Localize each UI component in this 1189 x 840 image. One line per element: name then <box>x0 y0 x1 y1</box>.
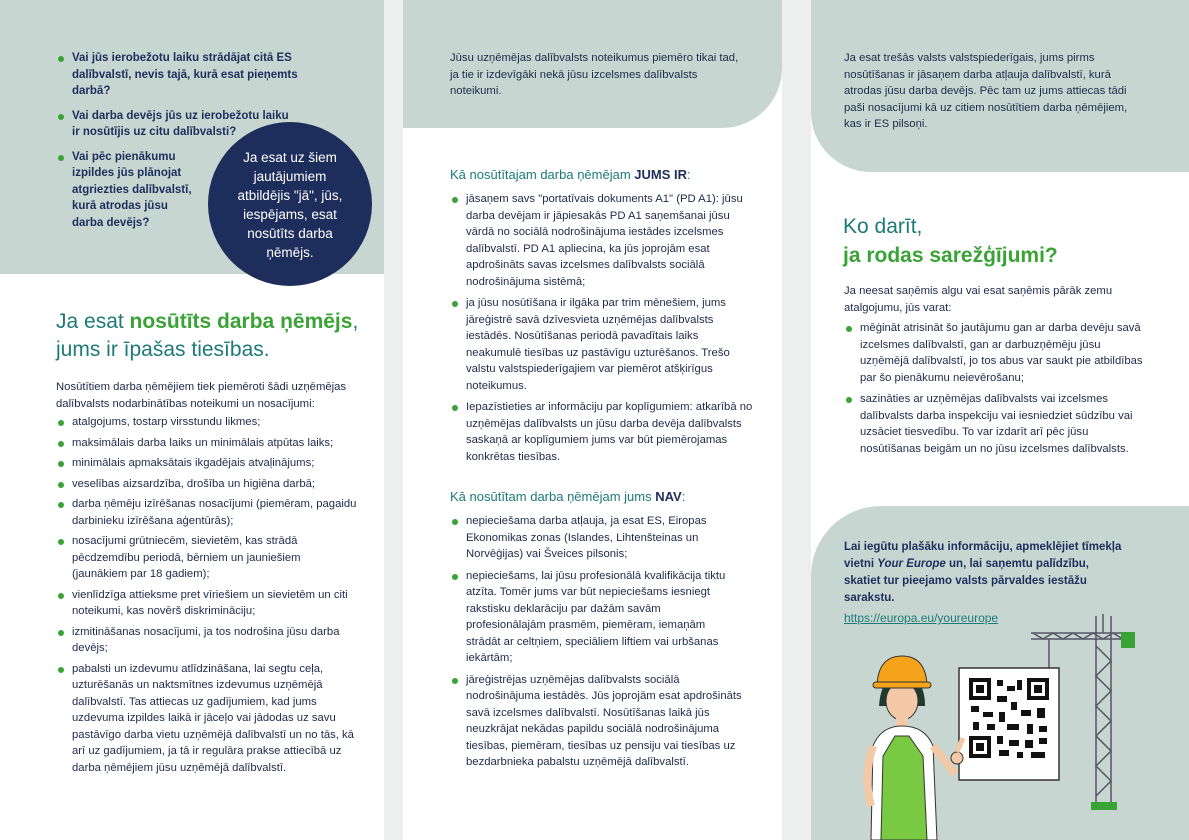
question-item: Vai jūs ierobežotu laiku strādājat citā ES dalībvalstī, nevis tajā, kurā esat pieņemts darbā? <box>56 50 306 100</box>
circle-text: Ja esat uz šiem jautājumiem atbildējis "jā", jūs, iespējams, esat nosūtīts darba ņēmējs. <box>237 150 343 260</box>
rights-item: darba ņēmēju izīrēšanas nosacījumi (piemēram, pagaidu darbinieku izīrēšana aģentūrās); <box>56 496 358 529</box>
not-item: nepieciešama darba atļauja, ja esat ES, Eiropas Ekonomikas zonas (Islandes, Lihtenšteinas un Norvēģijas) vai Šveices pilsonis; <box>450 513 742 563</box>
not-item: nepieciešams, lai jūsu profesionālā kvalifikācija tiktu atzīta. Tomēr jums var būt nepieciešams iesniegt rakstisku deklarāciju par dažām savām profesionālajām prasmēm, piemēram, iemaņām strādāt ar celtņiem, speciāliem liftiem vai urbšanas iekārtām; <box>450 568 742 667</box>
not-list <box>450 513 742 771</box>
panel3-heading: Ko darīt, ja rodas sarežģījumi? <box>843 215 1058 267</box>
rights-item: atalgojums, tostarp virsstundu likmes; <box>56 414 358 431</box>
rights-item: vienlīdzīga attieksme pret vīriešiem un sievietēm un citi noteikumi, kas novērš diskrimināciju; <box>56 587 358 620</box>
panel2-heading-not: Kā nosūtītam darba ņēmējam jums NAV: <box>450 489 686 504</box>
panel-middle <box>403 0 782 840</box>
panel3-top-text: Ja esat trešās valsts valstspiederīgais, jums pirms nosūtīšanas ir jāsaņem darba atļauja dalībvalstī, kurā atrodas jūsu darba devējs. Pēc tam uz jums attiecas tādi paši nosacījumi kā uz citiem nosūtītiem darba ņēmējiem, kas ir ES pilsoņi. <box>844 52 1128 130</box>
panel1-heading: Ja esat nosūtīts darba ņēmējs, jums ir īpašas tiesības. <box>56 310 359 361</box>
rights-list <box>56 414 358 776</box>
panel2-top-text: Jūsu uzņēmējas dalībvalsts noteikumus piemēro tikai tad, ja tie ir izdevīgāki nekā jūsu izcelsmes dalībvalsts noteikumi. <box>450 52 739 97</box>
rights-item: izmitināšanas nosacījumi, ja tos nodrošina jūsu darba devējs; <box>56 624 358 657</box>
panel-right <box>811 0 1189 840</box>
panel3-intro: Ja neesat saņēmis algu vai esat saņēmis pārāk zemu atalgojumu, jūs varat: <box>844 285 1113 314</box>
rights-item: pabalsti un izdevumu atlīdzināšana, lai segtu ceļa, uzturēšanās un naktsmītnes izdevumus uzņēmējā dalībvalstī. Tas attiecas uz gadījumiem, kad jums uzdevuma izpildes laikā ir jāceļo vai jādodas uz savu pastāvīgo darba vietu uzņēmējā dalībvalstī un no tās, kā arī uz gadījumiem, ja tā ir regulāra prakse attiecībā uz darba ņēmējiem jūsu uzņēmējā dalībvalstī. <box>56 661 358 777</box>
rights-item: veselības aizsardzība, drošība un higiēna darbā; <box>56 476 358 493</box>
question-item: Vai pēc pienākumu izpildes jūs plānojat atgriezties dalībvalstī, kurā atrodas jūsu darba devējs? <box>56 149 202 232</box>
not-item: jāreģistrējas uzņēmējas dalībvalsts sociālā nodrošinājuma iestādēs. Jūs joprojām esat apdrošināts savā izcelsmes dalībvalstī. Nosūtīšanas laikā jūs neuzkrājat nekādas papildu sociālā nodrošinājuma tiesības, piemēram, tiesības uz pensiju vai tiesības uz bezdarbnieka pabalstu uzņēmējā dalībvalstī. <box>450 672 742 771</box>
have-item: ja jūsu nosūtīšana ir ilgāka par trim mēnešiem, jums jāreģistrē savā dzīvesvieta uzņēmējas dalībvalsts iestādēs. Nosūtīšanas periodā pavadītais laiks neakumulē tiesības uz pastāvīgu uzturēšanos. Trešo valstu valstspiederīgajiem var piemērot atšķirīgus noteikumus. <box>450 295 753 394</box>
panel2-heading-have: Kā nosūtītajam darba ņēmējam JUMS IR: <box>450 167 691 182</box>
have-item: Iepazīstieties ar informāciju par koplīgumiem: atkarībā no uzņēmējas dalībvalsts un jūsu darba devēja dalībvalsts saskaņā ar koplīgumiem jums var būt piemērojamas konkrētas tiesības. <box>450 399 753 465</box>
youreurope-link[interactable]: https://europa.eu/youreurope <box>844 611 999 625</box>
actions-list <box>844 320 1144 457</box>
worker-qr-illustration <box>851 606 1151 840</box>
panel-left <box>0 0 384 840</box>
rights-item: nosacījumi grūtniecēm, sievietēm, kas strādā pēcdzemdību periodā, bērniem un jauniešiem (jaunākiem par 18 gadiem); <box>56 533 358 583</box>
action-item: mēģināt atrisināt šo jautājumu gan ar darba devēju savā izcelsmes dalībvalstī, gan ar darbuzņēmēju jūsu uzņēmējā dalībvalstī, jo tos abus var saukt pie atbildības par šo pienākumu neievērošanu; <box>844 320 1144 386</box>
action-item: sazināties ar uzņēmējas dalībvalsts vai izcelsmes dalībvalsts darba inspekciju vai iesniedziet sūdzību vai uzsāciet tiesvedību. To var izdarīt arī pēc jūsu nosūtīšanas beigām un no jūsu izcelsmes dalībvalsts. <box>844 391 1144 457</box>
rights-item: maksimālais darba laiks un minimālais atpūtas laiks; <box>56 435 358 452</box>
question-item: Vai darba devējs jūs uz ierobežotu laiku ir nosūtījis uz citu dalībvalsti? <box>56 108 294 141</box>
panel1-intro: Nosūtītiem darba ņēmējiem tiek piemēroti šādi uzņēmējas dalībvalsts nodarbinātības noteikumi un nosacījumi: <box>56 381 347 410</box>
crane-counterweight <box>1121 632 1135 648</box>
have-item: jāsaņem savs "portatīvais dokuments A1" (PD A1): jūsu darba devējam ir jāpiesakās PD A1 saņemšanai jūsu vārdā no sociālā nodrošinājuma iestādes izcelsmes dalībvalstī. PD A1 apliecina, ka jūs joprojām esat apdrošināts savas izcelsmes dalībvalsts sociālā nodrošinājuma sistēmā; <box>450 191 753 290</box>
rights-item: minimālais apmaksātais ikgadējais atvaļinājums; <box>56 455 358 472</box>
worker-icon <box>867 656 963 840</box>
info-text: Lai iegūtu plašāku informāciju, apmeklējiet tīmekļa vietni Your Europe un, lai saņemtu palīdzību, skatiet tur pieejamo valsts pārvaldes iestāžu sarakstu. <box>844 541 1122 604</box>
answer-circle <box>208 122 372 286</box>
qr-code-icon <box>969 678 1049 758</box>
have-list <box>450 191 753 465</box>
